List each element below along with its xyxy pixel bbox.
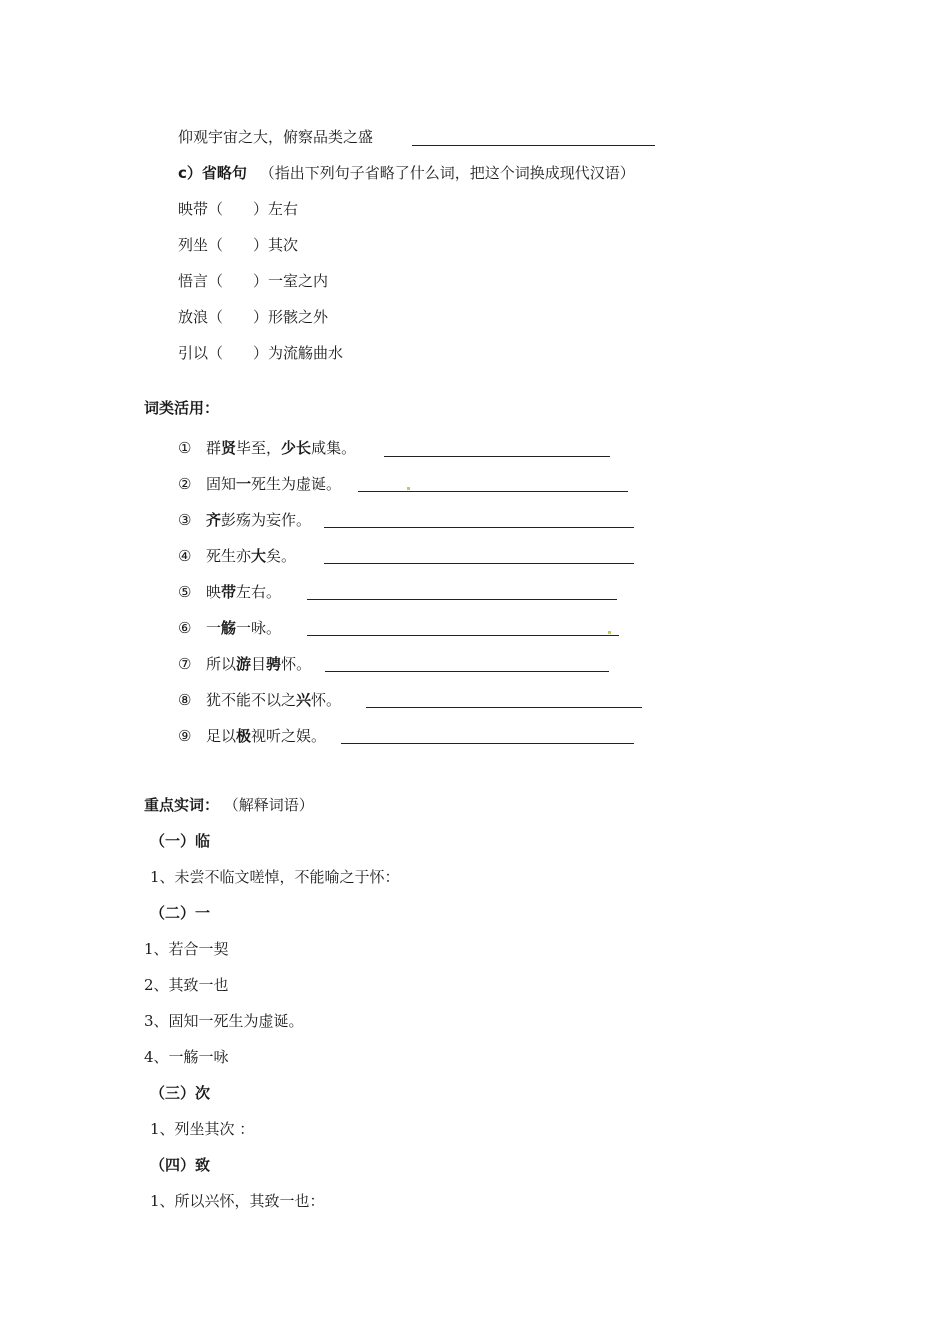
sentence-text: 足以: [206, 727, 237, 745]
sentence-text: 死生亦: [206, 547, 252, 565]
sentence-text: 目: [251, 655, 267, 673]
sentence-text: 怀。: [281, 655, 312, 673]
sentence-text: 咸集。: [311, 439, 357, 457]
group-title: （二）一: [150, 904, 211, 922]
sentence-line: 仰观宇宙之大，俯察品类之盛: [178, 128, 374, 146]
sentence-text: 视听之娱。: [251, 727, 327, 745]
highlighted-word: 一: [236, 475, 252, 493]
group-title: （三）次: [150, 1084, 211, 1102]
omit-note: （指出下列句子省略了什么词，把这个词换成现代汉语）: [259, 164, 635, 182]
wordclass-item: [178, 510, 311, 530]
highlighted-word: 贤: [221, 439, 237, 457]
group-title: （四）致: [150, 1156, 211, 1174]
wordclass-item: [178, 582, 281, 602]
answer-blank[interactable]: [366, 707, 642, 708]
answer-blank[interactable]: [307, 599, 617, 600]
answer-blank[interactable]: [384, 456, 610, 457]
sentence-text: 矣。: [266, 547, 297, 565]
wordclass-item: [178, 654, 311, 674]
group-title: （一）临: [150, 832, 211, 850]
item-number: ①: [178, 439, 192, 457]
sentence-text: 一咏。: [236, 619, 282, 637]
sentence-text: 群: [206, 439, 222, 457]
item-number: ⑥: [178, 619, 192, 637]
omit-item: 引以（ ）为流觞曲水: [178, 344, 344, 362]
highlighted-word: 带: [221, 583, 237, 601]
sentence-text: 固知: [206, 475, 237, 493]
item-number: ⑤: [178, 583, 192, 601]
sentence-text: 左右。: [236, 583, 282, 601]
group-item: 1、所以兴怀，其致一也：: [150, 1192, 325, 1210]
answer-blank[interactable]: [324, 527, 634, 528]
highlighted-word: 游: [236, 655, 252, 673]
wordclass-item: [178, 546, 296, 566]
group-item: 1、列坐其次 ：: [150, 1120, 255, 1138]
item-number: ⑨: [178, 727, 192, 745]
wordclass-item: [178, 618, 281, 638]
omit-item: 列坐（ ）其次: [178, 236, 299, 254]
highlighted-word: 骋: [266, 655, 282, 673]
item-number: ⑦: [178, 655, 192, 673]
wordclass-item: [178, 690, 341, 710]
answer-blank[interactable]: [307, 635, 619, 636]
sentence-text: 死生为虚诞。: [251, 475, 342, 493]
sentence-text: 彭殇为妄作。: [221, 511, 312, 529]
sentence-text: 怀。: [311, 691, 342, 709]
wordclass-item: [178, 474, 341, 494]
speck-mark: [608, 631, 611, 634]
group-item: 2、其致一也: [144, 976, 229, 994]
wordclass-item: [178, 726, 326, 746]
keywords-heading-line: [144, 795, 314, 815]
omit-heading: c）省略句: [178, 164, 247, 182]
answer-blank[interactable]: [412, 145, 655, 146]
highlighted-word: 大: [251, 547, 267, 565]
highlighted-word: 觞: [221, 619, 237, 637]
sentence-text: 映: [206, 583, 222, 601]
speck-mark: [407, 487, 410, 490]
wordclass-item: [178, 438, 356, 458]
answer-blank[interactable]: [341, 743, 634, 744]
wordclass-heading: 词类活用：: [144, 399, 220, 417]
answer-blank[interactable]: [325, 671, 609, 672]
sentence-text: 毕至，: [236, 439, 282, 457]
group-item: 1、若合一契: [144, 940, 229, 958]
answer-blank[interactable]: [324, 563, 634, 564]
sentence-text: 犹不能不以之: [206, 691, 297, 709]
omit-item: 映带（ ）左右: [178, 200, 299, 218]
item-number: ③: [178, 511, 192, 529]
answer-blank[interactable]: [358, 491, 628, 492]
highlighted-word: 少长: [281, 439, 312, 457]
omit-heading-line: [178, 163, 635, 183]
sentence-text: 所以: [206, 655, 237, 673]
item-number: ②: [178, 475, 192, 493]
group-item: 4、一觞一咏: [144, 1048, 229, 1066]
item-number: ④: [178, 547, 192, 565]
omit-item: 悟言（ ）一室之内: [178, 272, 329, 290]
highlighted-word: 齐: [206, 511, 222, 529]
sentence-text: 一: [206, 619, 222, 637]
keywords-note: （解释词语）: [223, 796, 314, 814]
item-number: ⑧: [178, 691, 192, 709]
keywords-heading: 重点实词：: [144, 796, 220, 814]
omit-item: 放浪（ ）形骸之外: [178, 308, 329, 326]
group-item: 1、未尝不临文嗟悼，不能喻之于怀：: [150, 868, 400, 886]
highlighted-word: 兴: [296, 691, 312, 709]
group-item: 3、固知一死生为虚诞。: [144, 1012, 304, 1030]
highlighted-word: 极: [236, 727, 252, 745]
